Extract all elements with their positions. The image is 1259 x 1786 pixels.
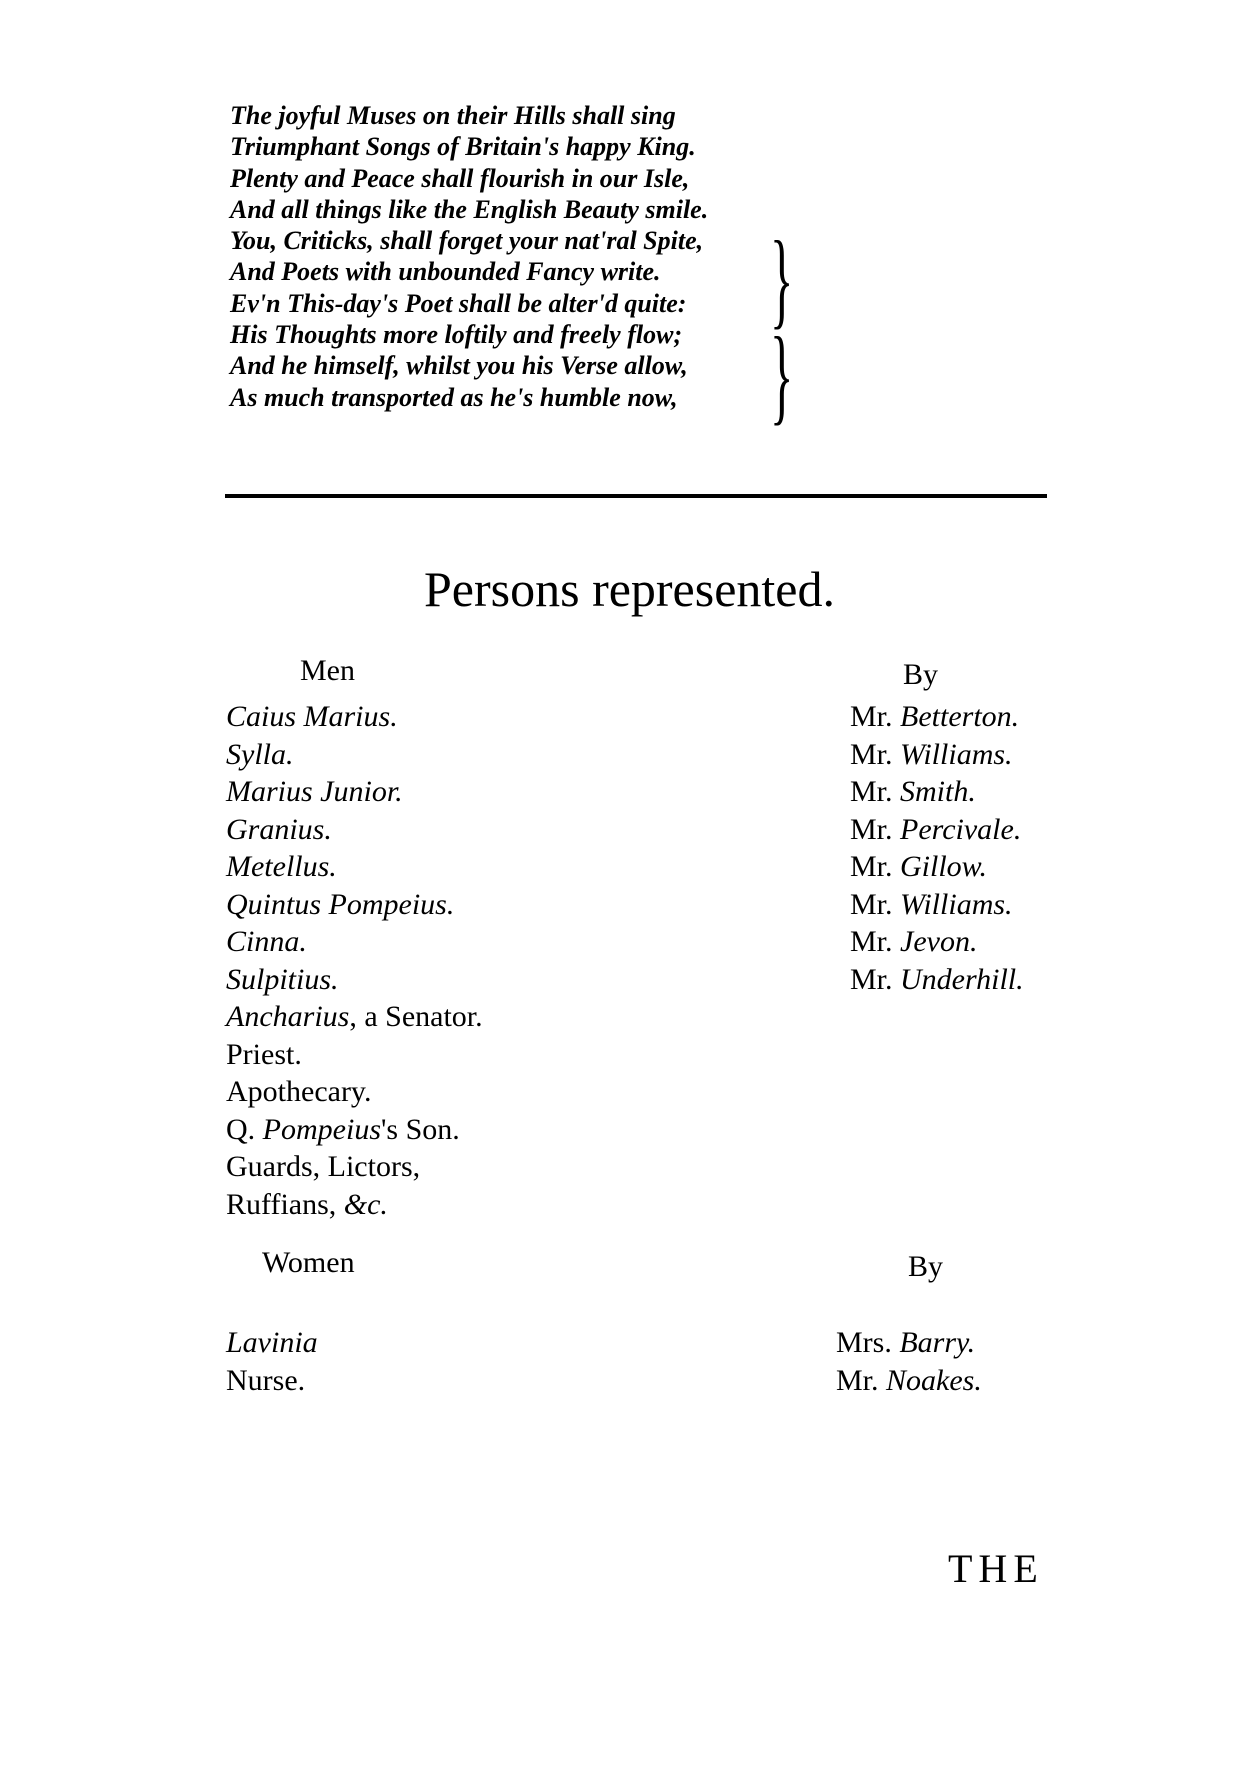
actor-item: Mr. Betterton. — [850, 700, 1020, 733]
actor-item: Mr. Williams. — [850, 887, 1013, 921]
triplet-brace-2: } — [770, 316, 794, 435]
actor-item: Mr. Underhill. — [850, 962, 1024, 996]
role-item: Cinna. — [226, 925, 307, 958]
role-item: Sulpitius. — [226, 962, 339, 996]
actor-item: Mr. Percivale. — [850, 812, 1022, 846]
women-header: Women — [262, 1246, 355, 1279]
verse-line: And all things like the English Beauty smile. — [230, 194, 709, 224]
actor-item: Mr. Jevon. — [850, 925, 978, 958]
page-title: Persons represented. — [424, 561, 835, 617]
actor-item: Mr. Williams. — [850, 737, 1013, 771]
men-role-list — [226, 698, 483, 1223]
role-item: Ruffians, &c. — [226, 1187, 388, 1221]
verse-line: Ev'n This-day's Poet shall be alter'd quite: — [230, 288, 687, 318]
role-item: Apothecary. — [226, 1075, 372, 1108]
role-item-lavinia: Lavinia — [226, 1326, 318, 1359]
verse-line: His Thoughts more loftily and freely flow; — [230, 320, 683, 350]
role-item: Ancharius, a Senator. — [226, 1000, 483, 1033]
prologue-verse — [230, 100, 790, 413]
role-item: Granius. — [226, 812, 332, 846]
men-actor-list — [850, 698, 1024, 998]
role-item: Caius Marius. — [226, 700, 398, 733]
actor-item: Mrs. Barry. — [836, 1326, 976, 1359]
verse-line: As much transported as he's humble now, — [230, 382, 678, 412]
role-item: Guards, Lictors, — [226, 1150, 421, 1183]
actor-item: Mr. Noakes. — [836, 1364, 982, 1397]
section-divider — [225, 494, 1047, 498]
role-item: Marius Junior. — [226, 775, 403, 808]
men-header: Men — [300, 654, 355, 687]
verse-line: Triumphant Songs of Britain's happy King. — [230, 132, 696, 162]
women-by-header: By — [908, 1250, 944, 1283]
role-item: Q. Pompeius's Son. — [226, 1112, 460, 1146]
role-item-nurse: Nurse. — [226, 1364, 306, 1397]
verse-line: The joyful Muses on their Hills shall sing — [230, 101, 676, 130]
actor-item: Mr. Gillow. — [850, 850, 987, 883]
triplet-brace-1: } — [770, 220, 794, 339]
verse-line: Plenty and Peace shall flourish in our Isle, — [230, 163, 690, 193]
role-item: Sylla. — [226, 737, 294, 771]
verse-line: And he himself, whilst you his Verse allow, — [230, 351, 688, 381]
verse-line: And Poets with unbounded Fancy write. — [230, 257, 661, 287]
verse-line: You, Criticks, shall forget your nat'ral Spite, — [230, 226, 704, 256]
actor-item: Mr. Smith. — [850, 775, 976, 808]
role-item: Priest. — [226, 1037, 302, 1071]
men-by-header: By — [903, 658, 939, 691]
role-item: Quintus Pompeius. — [226, 887, 455, 921]
catchword: THE — [948, 1546, 1044, 1591]
role-item: Metellus. — [226, 850, 337, 883]
